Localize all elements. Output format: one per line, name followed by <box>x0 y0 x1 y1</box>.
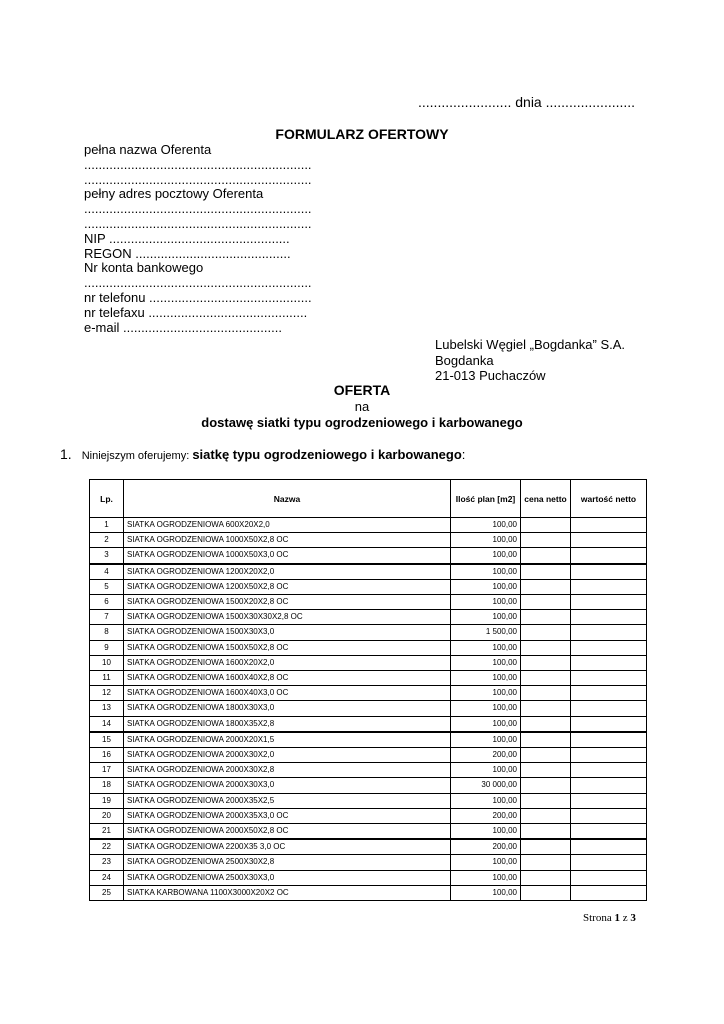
row-qty: 100,00 <box>451 564 521 580</box>
table-row <box>90 533 647 548</box>
table-row <box>90 870 647 885</box>
table-row <box>90 610 647 625</box>
table-body <box>90 518 647 901</box>
table-row <box>90 778 647 793</box>
row-value <box>571 518 647 533</box>
row-lp: 21 <box>90 824 124 840</box>
row-value <box>571 778 647 793</box>
form-line: REGON ........................................... <box>84 245 291 261</box>
row-price <box>521 625 571 640</box>
table-row <box>90 763 647 778</box>
row-name: SIATKA OGRODZENIOWA 2200X35 3,0 OC <box>124 839 451 855</box>
row-value <box>571 625 647 640</box>
row-lp: 17 <box>90 763 124 778</box>
row-name: SIATKA OGRODZENIOWA 600X20X2,0 <box>124 518 451 533</box>
row-value <box>571 885 647 900</box>
page-total: 3 <box>630 912 636 924</box>
table-row <box>90 579 647 594</box>
row-qty: 100,00 <box>451 610 521 625</box>
header-cena: cena netto <box>521 480 571 518</box>
table-row <box>90 839 647 855</box>
row-price <box>521 808 571 823</box>
date-line: ........................ dnia ....................... <box>418 94 636 110</box>
row-price <box>521 793 571 808</box>
row-qty: 100,00 <box>451 870 521 885</box>
row-lp: 4 <box>90 564 124 580</box>
row-lp: 18 <box>90 778 124 793</box>
row-qty: 100,00 <box>451 824 521 840</box>
row-lp: 19 <box>90 793 124 808</box>
row-name: SIATKA OGRODZENIOWA 2000X30X2,0 <box>124 748 451 763</box>
form-line: ............................................................... <box>84 215 312 231</box>
row-lp: 11 <box>90 671 124 686</box>
row-value <box>571 748 647 763</box>
row-name: SIATKA OGRODZENIOWA 1500X50X2,8 OC <box>124 640 451 655</box>
form-line: ............................................................... <box>84 201 312 217</box>
table-row <box>90 793 647 808</box>
row-qty: 100,00 <box>451 595 521 610</box>
row-qty: 100,00 <box>451 793 521 808</box>
row-price <box>521 671 571 686</box>
offer-subject: dostawę siatki typu ogrodzeniowego i karbowanego <box>201 415 523 430</box>
table-row <box>90 640 647 655</box>
row-value <box>571 640 647 655</box>
page-current: 1 <box>614 912 620 924</box>
row-lp: 9 <box>90 640 124 655</box>
row-value <box>571 686 647 701</box>
row-name: SIATKA OGRODZENIOWA 1600X20X2,0 <box>124 655 451 670</box>
row-qty: 1 500,00 <box>451 625 521 640</box>
point-intro: Niniejszym oferujemy: <box>81 450 193 462</box>
row-value <box>571 716 647 732</box>
row-lp: 6 <box>90 595 124 610</box>
table-row <box>90 732 647 748</box>
form-line: e-mail ............................................ <box>84 319 282 335</box>
row-value <box>571 655 647 670</box>
table-row <box>90 855 647 870</box>
table-row <box>90 518 647 533</box>
form-line: nr telefonu ............................................. <box>84 289 312 305</box>
row-value <box>571 824 647 840</box>
row-lp: 14 <box>90 716 124 732</box>
row-price <box>521 839 571 855</box>
row-value <box>571 701 647 716</box>
header-ilosc: Ilość plan [m2] <box>451 480 521 518</box>
row-value <box>571 793 647 808</box>
table-row <box>90 686 647 701</box>
row-name: SIATKA KARBOWANA 1100X3000X20X2 OC <box>124 885 451 900</box>
table-row <box>90 824 647 840</box>
row-name: SIATKA OGRODZENIOWA 2000X30X3,0 <box>124 778 451 793</box>
row-name: SIATKA OGRODZENIOWA 2500X30X3,0 <box>124 870 451 885</box>
row-value <box>571 763 647 778</box>
row-lp: 15 <box>90 732 124 748</box>
row-lp: 7 <box>90 610 124 625</box>
row-name: SIATKA OGRODZENIOWA 1800X35X2,8 <box>124 716 451 732</box>
form-line: ............................................................... <box>84 156 312 172</box>
row-qty: 200,00 <box>451 748 521 763</box>
row-price <box>521 885 571 900</box>
row-qty: 100,00 <box>451 579 521 594</box>
offer-title: OFERTA <box>333 382 391 398</box>
row-value <box>571 808 647 823</box>
row-lp: 22 <box>90 839 124 855</box>
row-qty: 100,00 <box>451 671 521 686</box>
form-title: FORMULARZ OFERTOWY <box>275 126 449 142</box>
row-qty: 100,00 <box>451 885 521 900</box>
row-price <box>521 716 571 732</box>
row-price <box>521 701 571 716</box>
row-name: SIATKA OGRODZENIOWA 1000X50X2,8 OC <box>124 533 451 548</box>
table-row <box>90 625 647 640</box>
row-name: SIATKA OGRODZENIOWA 1600X40X3,0 OC <box>124 686 451 701</box>
table-row <box>90 808 647 823</box>
form-line: nr telefaxu ............................................ <box>84 304 308 320</box>
row-value <box>571 564 647 580</box>
row-value <box>571 870 647 885</box>
row-qty: 30 000,00 <box>451 778 521 793</box>
form-line: ............................................................... <box>84 275 312 291</box>
table-row <box>90 595 647 610</box>
row-price <box>521 870 571 885</box>
row-name: SIATKA OGRODZENIOWA 1200X20X2,0 <box>124 564 451 580</box>
row-price <box>521 763 571 778</box>
table-row <box>90 701 647 716</box>
row-lp: 25 <box>90 885 124 900</box>
point-1 <box>60 446 465 462</box>
point-subject: siatkę typu ogrodzeniowego i karbowanego <box>192 447 462 462</box>
row-price <box>521 564 571 580</box>
row-price <box>521 778 571 793</box>
row-qty: 200,00 <box>451 839 521 855</box>
row-qty: 100,00 <box>451 518 521 533</box>
row-qty: 100,00 <box>451 686 521 701</box>
form-line: NIP .................................................. <box>84 230 290 246</box>
row-value <box>571 610 647 625</box>
row-price <box>521 655 571 670</box>
row-qty: 100,00 <box>451 640 521 655</box>
table-header <box>90 480 647 518</box>
row-qty: 100,00 <box>451 716 521 732</box>
row-value <box>571 671 647 686</box>
table-row <box>90 655 647 670</box>
header-lp: Lp. <box>90 480 124 518</box>
recipient-line: Bogdanka <box>435 352 494 368</box>
row-lp: 3 <box>90 548 124 564</box>
row-name: SIATKA OGRODZENIOWA 2000X35X2,5 <box>124 793 451 808</box>
form-line: ............................................................... <box>84 171 312 187</box>
row-lp: 16 <box>90 748 124 763</box>
header-nazwa: Nazwa <box>124 480 451 518</box>
table-row <box>90 748 647 763</box>
header-wartosc: wartość netto <box>571 480 647 518</box>
row-value <box>571 579 647 594</box>
row-lp: 24 <box>90 870 124 885</box>
row-name: SIATKA OGRODZENIOWA 1200X50X2,8 OC <box>124 579 451 594</box>
row-price <box>521 748 571 763</box>
row-price <box>521 548 571 564</box>
offer-table <box>89 479 647 901</box>
row-price <box>521 533 571 548</box>
row-qty: 200,00 <box>451 808 521 823</box>
row-qty: 100,00 <box>451 763 521 778</box>
row-price <box>521 686 571 701</box>
row-value <box>571 533 647 548</box>
row-qty: 100,00 <box>451 655 521 670</box>
row-value <box>571 839 647 855</box>
row-lp: 13 <box>90 701 124 716</box>
table-row <box>90 716 647 732</box>
row-price <box>521 824 571 840</box>
row-name: SIATKA OGRODZENIOWA 1800X30X3,0 <box>124 701 451 716</box>
row-name: SIATKA OGRODZENIOWA 2500X30X2,8 <box>124 855 451 870</box>
form-line: Nr konta bankowego <box>84 260 204 276</box>
row-value <box>571 855 647 870</box>
row-price <box>521 610 571 625</box>
row-name: SIATKA OGRODZENIOWA 1500X20X2,8 OC <box>124 595 451 610</box>
row-price <box>521 732 571 748</box>
row-lp: 1 <box>90 518 124 533</box>
offer-na: na <box>354 399 370 414</box>
row-qty: 100,00 <box>451 548 521 564</box>
recipient-address <box>435 337 625 384</box>
row-name: SIATKA OGRODZENIOWA 2000X20X1,5 <box>124 732 451 748</box>
table-row <box>90 564 647 580</box>
page-of: z <box>619 912 631 924</box>
row-name: SIATKA OGRODZENIOWA 2000X35X3,0 OC <box>124 808 451 823</box>
offeror-fields <box>84 143 312 335</box>
recipient-line: Lubelski Węgiel „Bogdanka” S.A. <box>435 337 626 352</box>
row-value <box>571 548 647 564</box>
recipient-line: 21-013 Puchaczów <box>435 368 546 383</box>
page-number <box>583 912 636 924</box>
row-name: SIATKA OGRODZENIOWA 2000X50X2,8 OC <box>124 824 451 840</box>
row-qty: 100,00 <box>451 533 521 548</box>
row-price <box>521 640 571 655</box>
row-price <box>521 518 571 533</box>
row-value <box>571 732 647 748</box>
row-lp: 12 <box>90 686 124 701</box>
table-row <box>90 548 647 564</box>
row-name: SIATKA OGRODZENIOWA 1500X30X3,0 <box>124 625 451 640</box>
row-qty: 100,00 <box>451 701 521 716</box>
row-lp: 2 <box>90 533 124 548</box>
point-number: 1. <box>60 446 72 462</box>
row-name: SIATKA OGRODZENIOWA 2000X30X2,8 <box>124 763 451 778</box>
row-lp: 5 <box>90 579 124 594</box>
point-colon: : <box>461 447 466 462</box>
row-price <box>521 595 571 610</box>
table-row <box>90 885 647 900</box>
row-lp: 8 <box>90 625 124 640</box>
row-name: SIATKA OGRODZENIOWA 1600X40X2,8 OC <box>124 671 451 686</box>
row-name: SIATKA OGRODZENIOWA 1500X30X30X2,8 OC <box>124 610 451 625</box>
row-name: SIATKA OGRODZENIOWA 1000X50X3,0 OC <box>124 548 451 564</box>
row-lp: 23 <box>90 855 124 870</box>
row-qty: 100,00 <box>451 732 521 748</box>
row-price <box>521 855 571 870</box>
row-value <box>571 595 647 610</box>
form-line: pełny adres pocztowy Oferenta <box>84 186 264 202</box>
row-lp: 10 <box>90 655 124 670</box>
row-qty: 100,00 <box>451 855 521 870</box>
page-label: Strona <box>583 912 615 924</box>
table-row <box>90 671 647 686</box>
row-lp: 20 <box>90 808 124 823</box>
form-line: pełna nazwa Oferenta <box>84 142 212 157</box>
row-price <box>521 579 571 594</box>
